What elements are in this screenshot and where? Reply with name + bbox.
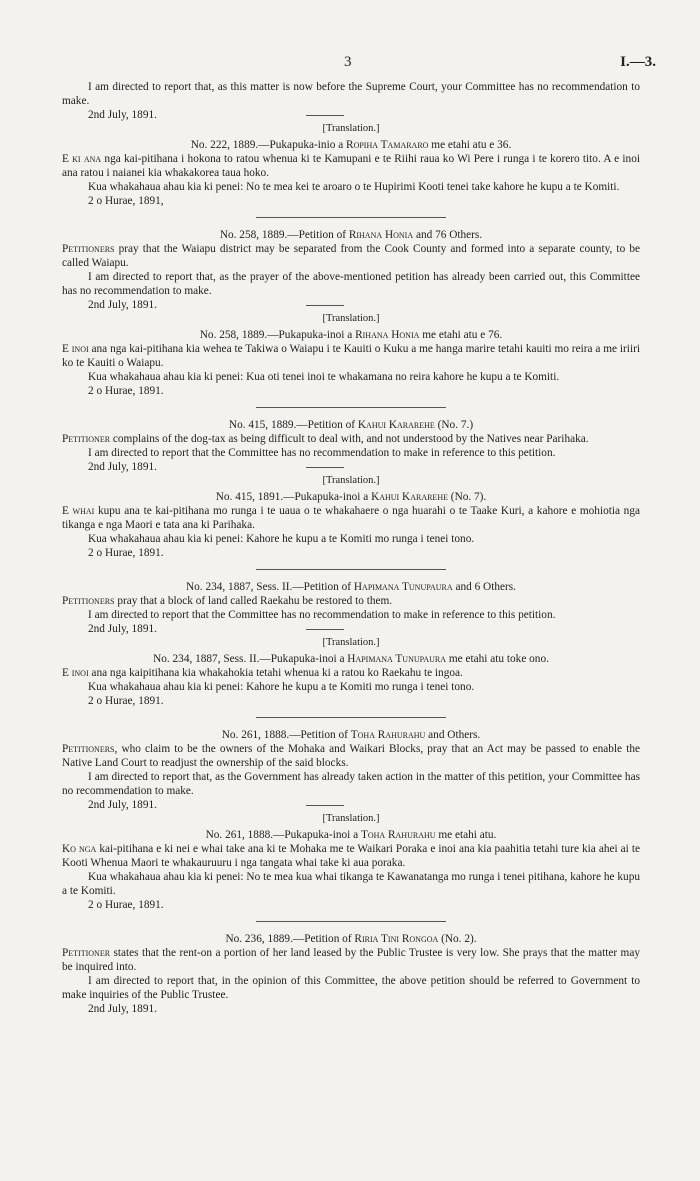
report-paragraph: I am directed to report that, as the Government has already taken action in the matter of this petition, your Committee has no recommendation to make. — [62, 771, 640, 797]
translation-label: [Translation.] — [322, 637, 380, 648]
petition-text: Petitioners pray that a block of land called Raekahu be restored to them. — [62, 595, 393, 607]
petition-heading: No. 258, 1889.—Petition of Rihana Honia and 76 Others. — [219, 229, 483, 241]
translation-body: E inoi ana nga kai-pitihana kia wehea te Takiwa o Waiapu i te Kauiti o Kuku a me hanga marire tetahi kauiti mo reira a me iriiri ko te Kauiti o Waiapu. — [62, 343, 640, 369]
translation-date: 2 o Hurae, 1891. — [88, 899, 164, 911]
translation-heading: No. 222, 1889.—Pukapuka-inio a Ropiha Tamararo me etahi atu e 36. — [190, 139, 512, 151]
translation-body-2: Kua whakahaua ahau kia ki penei: Kua oti tenei inoi te whakamana no reira kahore he kupu a te Komiti. — [88, 371, 560, 383]
petition-text: Petitioners, who claim to be the owners of the Mohaka and Waikari Blocks, pray that an Act may be passed to enable the Native Land Court to readjust the ownership of the said blocks. — [62, 743, 640, 769]
report-paragraph: I am directed to report that the Committee has no recommendation to make in reference to this petition. — [88, 447, 556, 459]
section-rule — [256, 717, 446, 718]
translation-label: [Translation.] — [322, 475, 380, 486]
document-content — [62, 80, 640, 1016]
translation-date: 2 o Hurae, 1891. — [88, 547, 164, 559]
report-date: 2nd July, 1891. — [88, 299, 157, 311]
petition-heading: No. 261, 1888.—Petition of Toha Rahurahu and Others. — [221, 729, 481, 741]
translation-body-2: Kua whakahaua ahau kia ki penei: Kahore he kupu a te Komiti mo runga i tenei tono. — [88, 681, 475, 693]
report-date: 2nd July, 1891. — [88, 623, 157, 635]
section-rule — [256, 921, 446, 922]
translation-heading: No. 261, 1888.—Pukapuka-inoi a Toha Rahurahu me etahi atu. — [205, 829, 497, 841]
petition-heading: No. 415, 1889.—Petition of Kahui Kararehe (No. 7.) — [228, 419, 474, 431]
petition-heading: No. 234, 1887, Sess. II.—Petition of Hapimana Tunupaura and 6 Others. — [186, 581, 516, 593]
report-date: 2nd July, 1891. — [88, 109, 157, 121]
section-rule — [256, 569, 446, 570]
translation-body: E inoi ana nga kaipitihana kia whakahokia tetahi whenua ki a ratou ko Raekahu te ingoa. — [62, 667, 463, 679]
translation-body-2: Kua whakahaua ahau kia ki penei: No te mea kua whai tikanga te Kawanatanga mo runga i tenei pitihana, kahore he kupu a te Komiti. — [62, 871, 640, 897]
report-paragraph: I am directed to report that, as this matter is now before the Supreme Court, your Committee has no recommendation to make. — [62, 81, 640, 107]
translation-label: [Translation.] — [322, 313, 380, 324]
petition-block-234 — [62, 580, 640, 708]
translation-body-2: Kua whakahaua ahau kia ki penei: No te mea kei te aroaro o te Hupirimi Kooti tenei take kahore he kupu a te Komiti. — [88, 181, 620, 193]
translation-body: E ki ana nga kai-pitihana i hokona to ratou whenua ki te Kamupani e te Riihi raua ko Wi Pere i runga i te korero tito. A e inoi ana ratou i naianei kia whakakorea taua hoko. — [62, 153, 640, 179]
petition-text: Petitioners pray that the Waiapu district may be separated from the Cook County and formed into a separate county, to be called Waiapu. — [62, 243, 640, 269]
translation-label: [Translation.] — [322, 123, 380, 134]
page-number: 3 — [344, 54, 352, 70]
petition-block-236 — [62, 932, 640, 1016]
report-date: 2nd July, 1891. — [88, 461, 157, 473]
translation-heading: No. 258, 1889.—Pukapuka-inoi a Rihana Honia me etahi atu e 76. — [199, 329, 503, 341]
petition-block-258 — [62, 228, 640, 398]
short-rule — [306, 805, 344, 806]
page-header — [0, 54, 700, 74]
short-rule — [306, 305, 344, 306]
translation-body-2: Kua whakahaua ahau kia ki penei: Kahore he kupu a te Komiti mo runga i tenei tono. — [88, 533, 475, 545]
petition-block-261 — [62, 728, 640, 912]
short-rule — [306, 115, 344, 116]
petition-text: Petitioner complains of the dog-tax as being difficult to deal with, and not understood by the Natives near Parihaka. — [62, 433, 589, 445]
petition-block-222 — [62, 80, 640, 208]
translation-heading: No. 234, 1887, Sess. II.—Pukapuka-inoi a Hapimana Tunupaura me etahi atu toke ono. — [153, 653, 549, 665]
translation-date: 2 o Hurae, 1891, — [88, 195, 164, 207]
petition-block-415 — [62, 418, 640, 560]
translation-heading: No. 415, 1891.—Pukapuka-inoi a Kahui Kararehe (No. 7). — [215, 491, 487, 503]
petition-text: Petitioner states that the rent-on a portion of her land leased by the Public Trustee is very low. She prays that the matter may be inquired into. — [62, 947, 640, 973]
petition-heading: No. 236, 1889.—Petition of Riria Tini Rongoa (No. 2). — [225, 933, 477, 945]
translation-label: [Translation.] — [322, 813, 380, 824]
report-date: 2nd July, 1891. — [88, 799, 157, 811]
report-date: 2nd July, 1891. — [88, 1003, 157, 1015]
translation-date: 2 o Hurae, 1891. — [88, 385, 164, 397]
report-paragraph: I am directed to report that, in the opinion of this Committee, the above petition should be referred to Government to make inquiries of the Public Trustee. — [62, 975, 640, 1001]
report-paragraph: I am directed to report that, as the prayer of the above-mentioned petition has already been carried out, this Committee has no recommendation to make. — [62, 271, 640, 297]
section-rule — [256, 407, 446, 408]
report-paragraph: I am directed to report that the Committee has no recommendation to make in reference to this petition. — [88, 609, 556, 621]
short-rule — [306, 629, 344, 630]
section-rule — [256, 217, 446, 218]
document-reference: I.—3. — [620, 54, 656, 70]
short-rule — [306, 467, 344, 468]
translation-body: E whai kupu ana te kai-pitihana mo runga i te uaua o te whakahaere o nga huarahi o te Taake Kuri, a kahore e mohiotia nga tikanga e nga Maori e tata ana ki Parihaka. — [62, 505, 640, 531]
translation-body: Ko nga kai-pitihana e ki nei e whai take ana ki te Mohaka me te Waikari Poraka e inoi ana kia paahitia tetahi ture kia ahei ai te Kooti Whenua Maori te whakauruuru i nga tangata whai take ki aua poraka. — [62, 843, 640, 869]
translation-date: 2 o Hurae, 1891. — [88, 695, 164, 707]
